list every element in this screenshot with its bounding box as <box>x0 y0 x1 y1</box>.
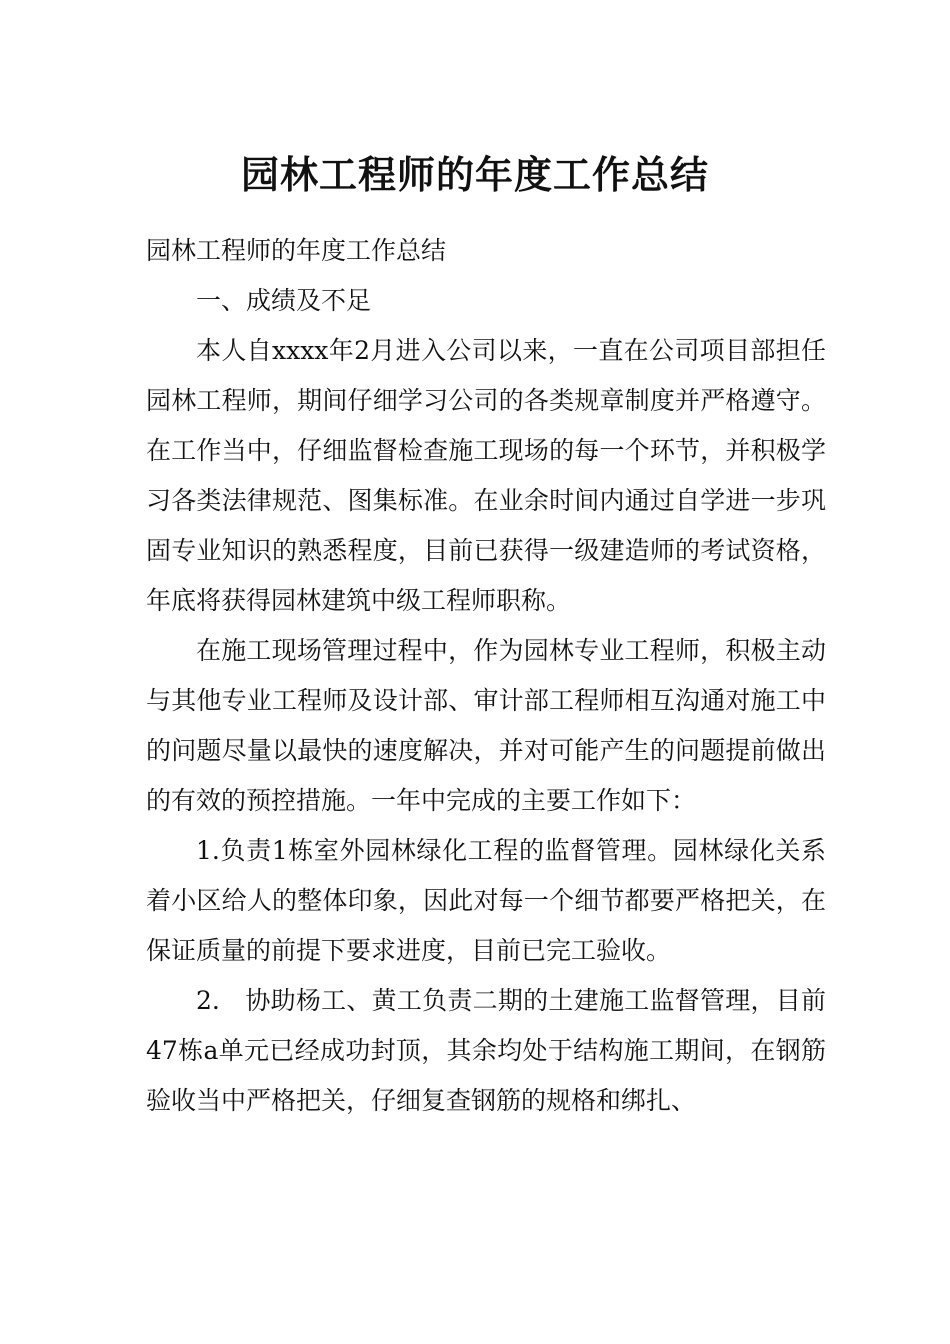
body-paragraph: 本人自xxxx年2月进入公司以来，一直在公司项目部担任园林工程师，期间仔细学习公司的各类规章制度并严格遵守。在工作当中，仔细监督检查施工现场的每一个环节，并积极学习各类法律规范、图集标准。在业余时间内通过自学进一步巩固专业知识的熟悉程度，目前已获得一级建造师的考试资格，年底将获得园林建筑中级工程师职称。 <box>146 336 826 615</box>
subtitle-paragraph: 园林工程师的年度工作总结 <box>146 236 447 265</box>
section-heading: 一、成绩及不足 <box>196 286 372 315</box>
document-body <box>146 226 826 1126</box>
page-title: 园林工程师的年度工作总结 <box>240 152 709 198</box>
list-item-paragraph: 1.负责1栋室外园林绿化工程的监督管理。园林绿化关系着小区给人的整体印象，因此对每一个细节都要严格把关，在保证质量的前提下要求进度，目前已完工验收。 <box>146 836 826 965</box>
body-paragraph: 在施工现场管理过程中，作为园林专业工程师，积极主动与其他专业工程师及设计部、审计部工程师相互沟通对施工中的问题尽量以最快的速度解决，并对可能产生的问题提前做出的有效的预控措施。一年中完成的主要工作如下： <box>146 636 826 815</box>
list-item-paragraph: 2. 协助杨工、黄工负责二期的土建施工监督管理，目前47栋a单元已经成功封顶，其余均处于结构施工期间，在钢筋验收当中严格把关，仔细复查钢筋的规格和绑扎、 <box>146 986 826 1115</box>
